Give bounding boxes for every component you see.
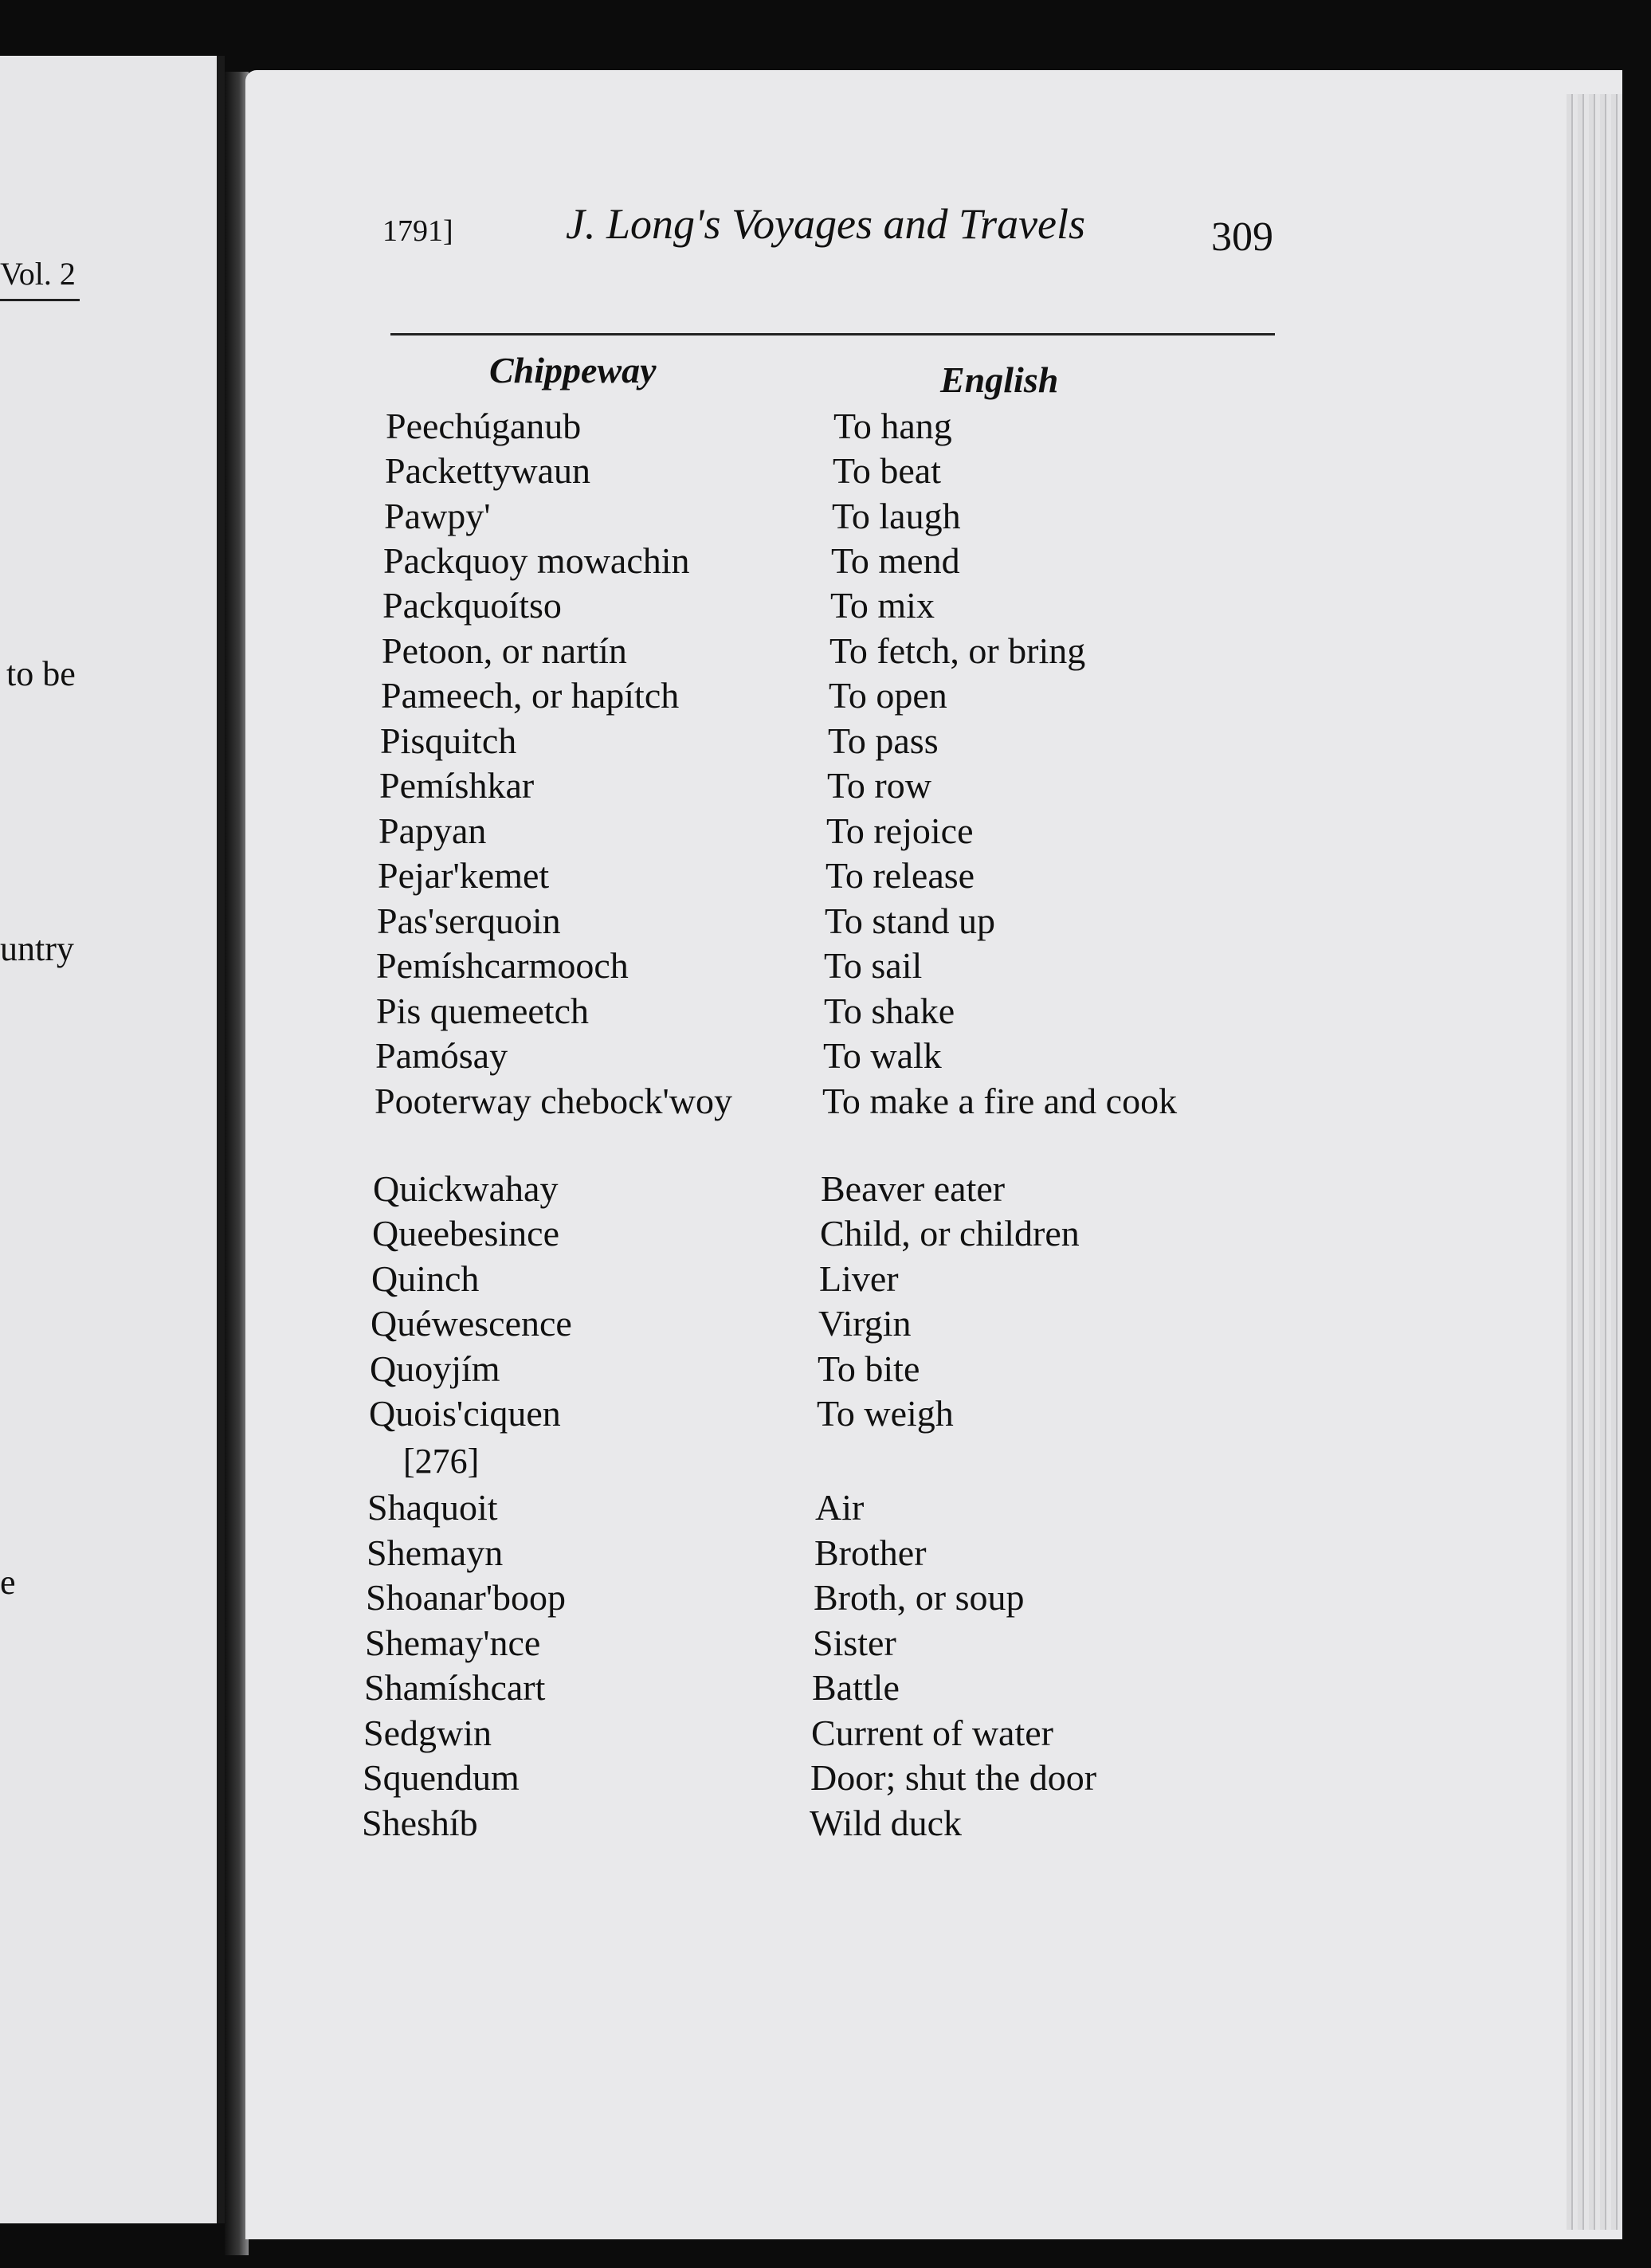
english-translation: To pass	[828, 720, 939, 761]
english-translation: To rejoice	[826, 810, 974, 851]
english-translation: To stand up	[825, 901, 995, 941]
english-translation: To beat	[833, 450, 942, 491]
english-translation: To laugh	[832, 496, 961, 536]
english-translation: Current of water	[811, 1713, 1053, 1753]
chippeway-word: Queebesince	[372, 1213, 559, 1254]
chippeway-word: Shoanar'boop	[366, 1577, 567, 1618]
chippeway-word: Pemíshkar	[379, 765, 535, 806]
chippeway-word: Quéwescence	[371, 1303, 572, 1344]
chippeway-word: Pejar'kemet	[378, 855, 550, 896]
english-translation: Air	[815, 1487, 865, 1528]
english-translation: Sister	[813, 1623, 896, 1663]
english-translation: To sail	[824, 945, 923, 986]
chippeway-word: Peechúganub	[386, 406, 582, 446]
chippeway-word: Pawpy'	[384, 496, 491, 536]
chippeway-word: Pooterway chebock'woy	[375, 1081, 732, 1121]
english-translation: To make a fire and cook	[822, 1081, 1178, 1121]
english-translation: To shake	[824, 991, 955, 1031]
chippeway-word: Shamíshcart	[364, 1667, 546, 1708]
chippeway-word: Quoyjím	[370, 1348, 500, 1389]
chippeway-word: Packquoítso	[382, 585, 562, 626]
left-page-fragment: untry	[0, 929, 74, 968]
column-heading-chippeway: Chippeway	[489, 350, 657, 390]
english-translation: Virgin	[818, 1303, 912, 1344]
english-translation: To walk	[823, 1035, 942, 1076]
left-page-volume: Vol. 2	[0, 255, 80, 301]
column-heading-english: English	[940, 359, 1059, 400]
chippeway-word: Packquoy mowachin	[383, 540, 690, 581]
page-reference: [276]	[403, 1442, 480, 1481]
english-translation: To row	[827, 765, 931, 806]
chippeway-word: Petoon, or nartín	[382, 630, 627, 671]
chippeway-word: Shemay'nce	[365, 1623, 541, 1663]
left-page-fragment: e	[0, 1563, 16, 1602]
english-translation: Brother	[814, 1532, 927, 1573]
english-translation: To release	[826, 855, 975, 896]
chippeway-word: Papyan	[378, 810, 487, 851]
chippeway-word: Pemíshcarmooch	[376, 945, 629, 986]
chippeway-word: Pameech, or hapítch	[381, 675, 680, 716]
running-head-title: J. Long's Voyages and Travels	[566, 200, 1086, 248]
chippeway-word: Pis quemeetch	[376, 991, 589, 1031]
chippeway-word: Quinch	[371, 1258, 480, 1299]
page-number: 309	[1211, 214, 1273, 260]
english-translation: To mend	[831, 540, 960, 581]
chippeway-word: Shaquoit	[367, 1487, 498, 1528]
chippeway-word: Sedgwin	[363, 1713, 492, 1753]
english-translation: Liver	[819, 1258, 899, 1299]
english-translation: To mix	[830, 585, 935, 626]
chippeway-word: Squendum	[363, 1757, 520, 1798]
chippeway-word: Pamósay	[375, 1035, 508, 1076]
chippeway-word: Sheshíb	[362, 1803, 478, 1843]
chippeway-word: Shemayn	[367, 1532, 504, 1573]
english-translation: Broth, or soup	[814, 1577, 1025, 1618]
left-page-fragment: to be	[6, 654, 76, 693]
english-translation: To open	[829, 675, 947, 716]
english-translation: Battle	[812, 1667, 900, 1708]
chippeway-word: Quickwahay	[373, 1168, 559, 1209]
chippeway-word: Quois'ciquen	[369, 1393, 561, 1434]
english-translation: To bite	[818, 1348, 920, 1389]
english-translation: Wild duck	[810, 1803, 963, 1843]
english-translation: To fetch, or bring	[829, 630, 1086, 671]
chippeway-word: Pas'serquoin	[377, 901, 561, 941]
english-translation: To weigh	[817, 1393, 954, 1434]
running-head-year: 1791]	[382, 214, 453, 248]
english-translation: To hang	[833, 406, 952, 446]
english-translation: Beaver eater	[821, 1168, 1006, 1209]
chippeway-word: Pisquitch	[380, 720, 517, 761]
english-translation: Child, or children	[820, 1213, 1080, 1254]
english-translation: Door; shut the door	[810, 1757, 1097, 1798]
chippeway-word: Packettywaun	[385, 450, 591, 491]
